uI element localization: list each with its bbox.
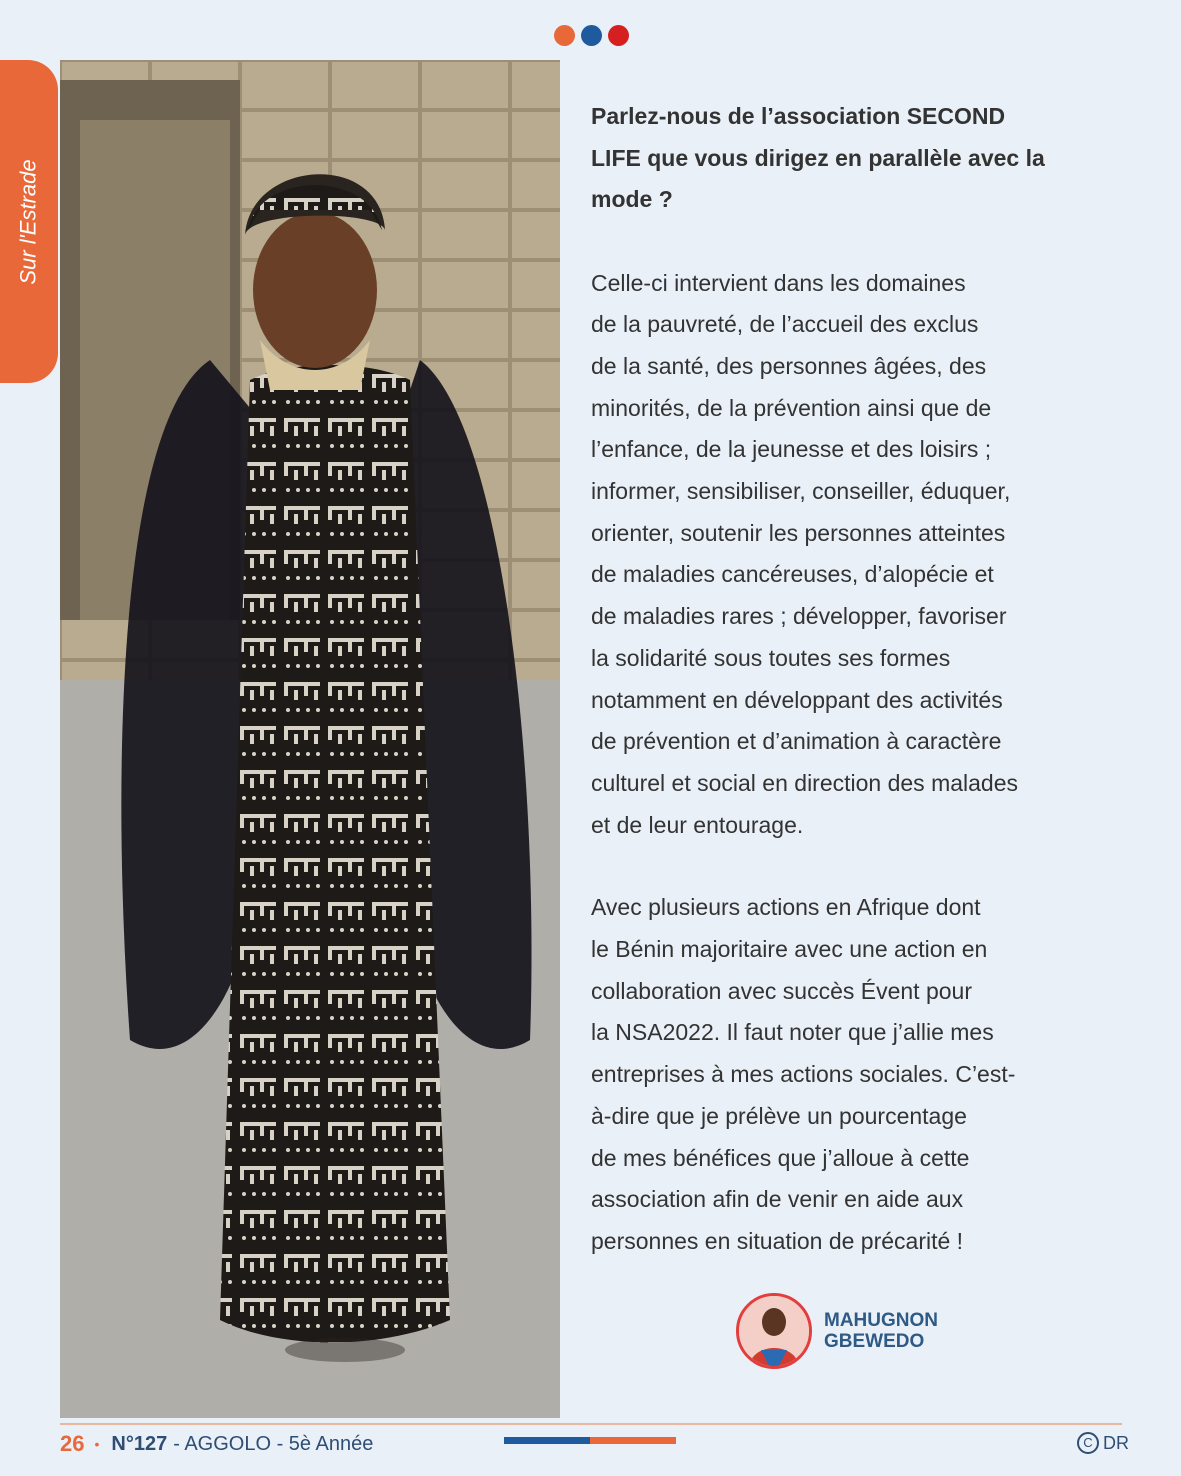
footer-divider: [60, 1423, 1122, 1425]
paragraph-line: à-dire que je prélève un pourcentage: [591, 1102, 967, 1129]
paragraph-line: et de leur entourage.: [591, 811, 804, 838]
footer-bar-blue: [504, 1437, 590, 1444]
author-avatar: [736, 1293, 812, 1369]
portrait-photo: [60, 60, 560, 1418]
answer-paragraph-1: [591, 263, 1131, 847]
footer-color-bar: [504, 1437, 676, 1444]
footer-bullet: •: [94, 1436, 100, 1452]
question-line: Parlez-nous de l’association SECOND: [591, 103, 1006, 129]
interview-question: [591, 96, 1131, 221]
paragraph-line: Celle-ci intervient dans les domaines: [591, 269, 966, 296]
blue-dot: [581, 25, 602, 46]
paragraph-line: collaboration avec succès Évent pour: [591, 977, 972, 1004]
paragraph-line: informer, sensibiliser, conseiller, éduquer,: [591, 478, 1011, 505]
paragraph-line: de la pauvreté, de l’accueil des exclus: [591, 311, 979, 338]
copyright-icon: C: [1077, 1432, 1099, 1454]
publication-name: - AGGOLO - 5è Année: [173, 1432, 374, 1455]
portrait-illustration: [60, 60, 560, 1418]
paragraph-line: personnes en situation de précarité !: [591, 1227, 964, 1254]
paragraph-line: le Bénin majoritaire avec une action en: [591, 936, 988, 963]
question-line: LIFE que vous dirigez en parallèle avec la: [591, 144, 1045, 171]
author-avatar-icon: [739, 1296, 809, 1366]
red-dot: [608, 25, 629, 46]
credit-text: DR: [1103, 1432, 1129, 1453]
paragraph-line: de prévention et d’animation à caractère: [591, 728, 1002, 755]
paragraph-line: de maladies cancéreuses, d’alopécie et: [591, 561, 994, 588]
paragraph-line: orienter, soutenir les personnes atteintes: [591, 519, 1006, 546]
paragraph-line: de mes bénéfices que j’alloue à cette: [591, 1144, 970, 1171]
paragraph-line: la NSA2022. Il faut noter que j’allie mes: [591, 1019, 994, 1046]
page-number: 26: [60, 1431, 85, 1456]
footer-bar-orange: [590, 1437, 676, 1444]
section-tab: [0, 60, 58, 383]
orange-dot: [554, 25, 575, 46]
author-first-name: MAHUGNON: [824, 1310, 938, 1331]
section-tab-label: Sur l'Estrade: [16, 158, 42, 285]
author-name: [824, 1310, 938, 1352]
author-last-name: GBEWEDO: [824, 1331, 925, 1352]
paragraph-line: de maladies rares ; développer, favoriser: [591, 603, 1007, 630]
article-body: [591, 96, 1131, 1304]
paragraph-line: de la santé, des personnes âgées, des: [591, 352, 987, 379]
paragraph-line: association afin de venir en aide aux: [591, 1186, 964, 1213]
paragraph-line: entreprises à mes actions sociales. C’est-: [591, 1061, 1016, 1088]
paragraph-line: notamment en développant des activités: [591, 686, 1003, 713]
photo-credit: [1077, 1432, 1129, 1454]
page-footer: [60, 1431, 373, 1457]
question-line: mode ?: [591, 186, 673, 212]
paragraph-line: la solidarité sous toutes ses formes: [591, 644, 951, 671]
paragraph-line: Avec plusieurs actions en Afrique dont: [591, 894, 981, 921]
author-byline: [736, 1293, 938, 1369]
paragraph-line: culturel et social en direction des malades: [591, 769, 1019, 796]
header-dots: [554, 25, 629, 46]
paragraph-line: minorités, de la prévention ainsi que de: [591, 394, 992, 421]
paragraph-line: l’enfance, de la jeunesse et des loisirs ;: [591, 436, 992, 463]
issue-number: N°127: [111, 1432, 168, 1455]
answer-paragraph-2: [591, 887, 1131, 1262]
